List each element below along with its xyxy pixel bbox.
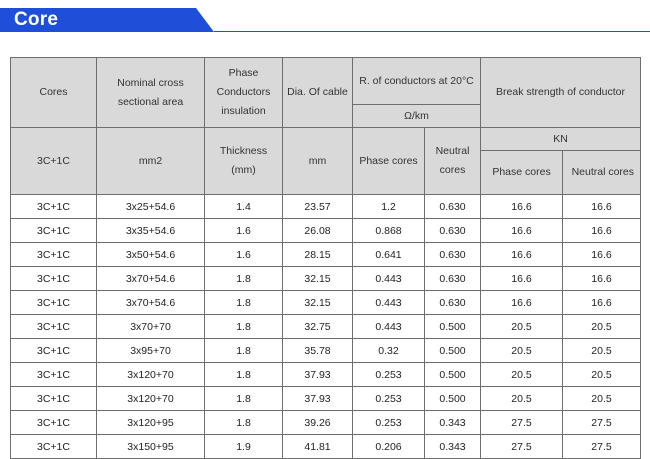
cell-r-neutral: 0.630 — [425, 219, 481, 243]
cell-diameter: 35.78 — [283, 339, 353, 363]
subheader-r-neutral: Neutral cores — [425, 128, 481, 195]
subheader-b-neutral: Neutral cores — [563, 151, 641, 195]
cell-r-phase: 0.641 — [353, 243, 425, 267]
table-row — [11, 387, 641, 411]
header-diameter: Dia. Of cable — [283, 58, 353, 128]
banner-shape — [0, 0, 650, 40]
cell-cores: 3C+1C — [11, 387, 97, 411]
cell-area: 3x120+70 — [97, 387, 205, 411]
cell-b-phase: 16.6 — [481, 219, 563, 243]
cell-b-phase: 16.6 — [481, 291, 563, 315]
cell-cores: 3C+1C — [11, 435, 97, 459]
cell-thickness: 1.8 — [205, 387, 283, 411]
header-break-unit: KN — [481, 128, 641, 151]
cell-b-neutral: 20.5 — [563, 339, 641, 363]
cell-diameter: 37.93 — [283, 387, 353, 411]
cell-cores: 3C+1C — [11, 195, 97, 219]
table-row — [11, 219, 641, 243]
cell-b-phase: 27.5 — [481, 435, 563, 459]
table-row — [11, 291, 641, 315]
cell-b-phase: 20.5 — [481, 363, 563, 387]
cell-r-neutral: 0.343 — [425, 435, 481, 459]
table-row — [11, 195, 641, 219]
cell-area: 3x50+54.6 — [97, 243, 205, 267]
cell-b-neutral: 16.6 — [563, 267, 641, 291]
cell-thickness: 1.8 — [205, 291, 283, 315]
cell-cores: 3C+1C — [11, 411, 97, 435]
cell-r-phase: 0.443 — [353, 267, 425, 291]
subheader-thickness: Thickness (mm) — [205, 128, 283, 195]
cell-r-phase: 0.253 — [353, 387, 425, 411]
cell-b-neutral: 20.5 — [563, 363, 641, 387]
cell-thickness: 1.8 — [205, 363, 283, 387]
cell-diameter: 32.15 — [283, 267, 353, 291]
cell-diameter: 41.81 — [283, 435, 353, 459]
cell-thickness: 1.9 — [205, 435, 283, 459]
cell-area: 3x70+70 — [97, 315, 205, 339]
cell-b-phase: 20.5 — [481, 339, 563, 363]
cell-r-phase: 0.253 — [353, 411, 425, 435]
cell-r-neutral: 0.630 — [425, 291, 481, 315]
cell-r-neutral: 0.500 — [425, 339, 481, 363]
subheader-r-phase: Phase cores — [353, 128, 425, 195]
cell-area: 3x25+54.6 — [97, 195, 205, 219]
table-row — [11, 243, 641, 267]
section-title: Core — [14, 9, 59, 30]
cell-cores: 3C+1C — [11, 219, 97, 243]
cell-b-neutral: 20.5 — [563, 387, 641, 411]
cell-r-phase: 0.32 — [353, 339, 425, 363]
cell-r-phase: 0.443 — [353, 315, 425, 339]
table-row — [11, 315, 641, 339]
cell-diameter: 32.15 — [283, 291, 353, 315]
cell-r-phase: 1.2 — [353, 195, 425, 219]
cell-r-neutral: 0.630 — [425, 267, 481, 291]
subheader-b-phase: Phase cores — [481, 151, 563, 195]
cell-b-phase: 20.5 — [481, 315, 563, 339]
cell-b-neutral: 16.6 — [563, 291, 641, 315]
header-cores: Cores — [11, 58, 97, 128]
cell-r-phase: 0.443 — [353, 291, 425, 315]
table-body — [11, 195, 641, 459]
cell-area: 3x95+70 — [97, 339, 205, 363]
header-resistance: R. of conductors at 20°C — [353, 58, 481, 105]
table-row — [11, 267, 641, 291]
header-insulation: Phase Conductors insulation — [205, 58, 283, 128]
cell-r-phase: 0.253 — [353, 363, 425, 387]
cell-area: 3x70+54.6 — [97, 291, 205, 315]
cell-diameter: 28.15 — [283, 243, 353, 267]
cell-diameter: 37.93 — [283, 363, 353, 387]
cell-r-neutral: 0.630 — [425, 243, 481, 267]
cell-r-neutral: 0.500 — [425, 387, 481, 411]
cell-r-phase: 0.868 — [353, 219, 425, 243]
cell-diameter: 26.08 — [283, 219, 353, 243]
cell-diameter: 32.75 — [283, 315, 353, 339]
section-banner — [0, 0, 650, 40]
cell-b-phase: 16.6 — [481, 267, 563, 291]
table-header — [11, 58, 641, 195]
cell-cores: 3C+1C — [11, 243, 97, 267]
table-row — [11, 411, 641, 435]
cell-cores: 3C+1C — [11, 267, 97, 291]
subheader-cores: 3C+1C — [11, 128, 97, 195]
cell-b-neutral: 27.5 — [563, 411, 641, 435]
cell-thickness: 1.6 — [205, 243, 283, 267]
cell-b-neutral: 16.6 — [563, 195, 641, 219]
cable-spec-table — [10, 57, 641, 459]
cell-diameter: 39.26 — [283, 411, 353, 435]
cell-b-neutral: 20.5 — [563, 315, 641, 339]
header-break-strength: Break strength of conductor — [481, 58, 641, 128]
header-resistance-unit: Ω/km — [353, 105, 481, 128]
cell-r-neutral: 0.500 — [425, 363, 481, 387]
table-row — [11, 339, 641, 363]
cell-b-neutral: 27.5 — [563, 435, 641, 459]
cell-thickness: 1.8 — [205, 339, 283, 363]
cell-area: 3x120+95 — [97, 411, 205, 435]
cell-thickness: 1.8 — [205, 411, 283, 435]
cell-cores: 3C+1C — [11, 363, 97, 387]
cell-area: 3x150+95 — [97, 435, 205, 459]
cell-thickness: 1.8 — [205, 267, 283, 291]
cell-b-phase: 20.5 — [481, 387, 563, 411]
cell-area: 3x70+54.6 — [97, 267, 205, 291]
cell-thickness: 1.8 — [205, 315, 283, 339]
cell-area: 3x120+70 — [97, 363, 205, 387]
cell-thickness: 1.6 — [205, 219, 283, 243]
cell-b-neutral: 16.6 — [563, 219, 641, 243]
table-row — [11, 363, 641, 387]
cell-cores: 3C+1C — [11, 291, 97, 315]
cell-b-neutral: 16.6 — [563, 243, 641, 267]
cell-b-phase: 16.6 — [481, 195, 563, 219]
cell-r-phase: 0.206 — [353, 435, 425, 459]
cell-cores: 3C+1C — [11, 315, 97, 339]
cell-r-neutral: 0.630 — [425, 195, 481, 219]
cell-area: 3x35+54.6 — [97, 219, 205, 243]
header-cross-section: Nominal cross sectional area — [97, 58, 205, 128]
cell-b-phase: 16.6 — [481, 243, 563, 267]
cell-r-neutral: 0.500 — [425, 315, 481, 339]
cell-r-neutral: 0.343 — [425, 411, 481, 435]
cell-cores: 3C+1C — [11, 339, 97, 363]
cell-thickness: 1.4 — [205, 195, 283, 219]
cell-b-phase: 27.5 — [481, 411, 563, 435]
subheader-area: mm2 — [97, 128, 205, 195]
subheader-dia: mm — [283, 128, 353, 195]
cell-diameter: 23.57 — [283, 195, 353, 219]
